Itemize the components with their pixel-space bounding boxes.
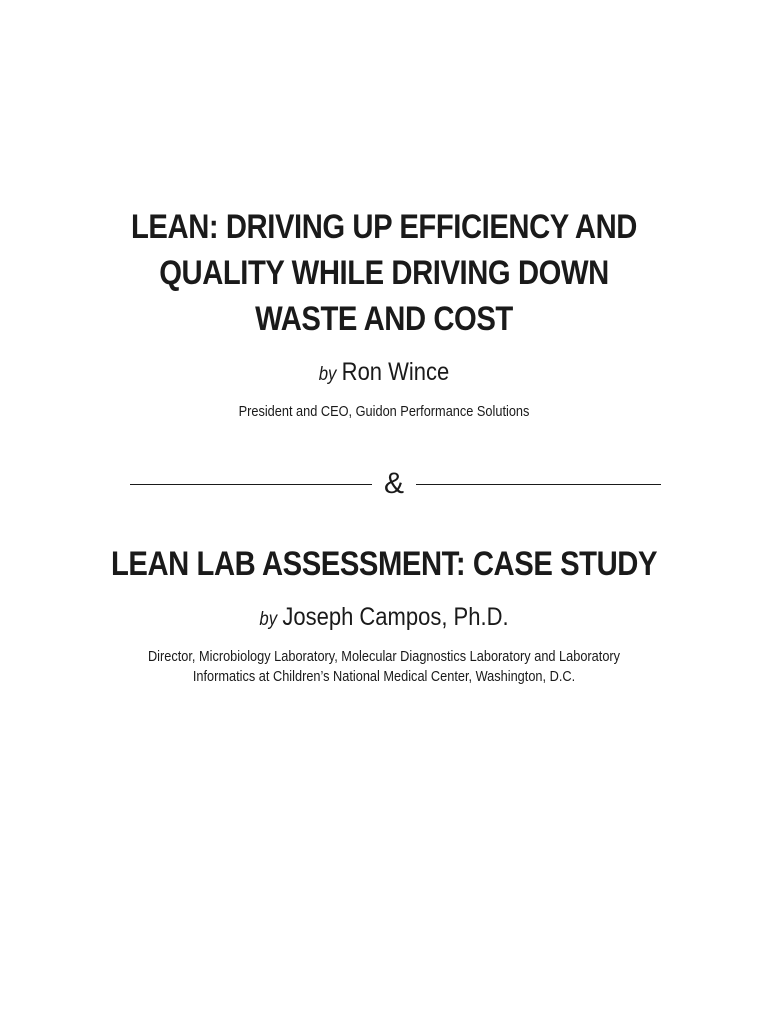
article-1-title: [54, 204, 714, 342]
article-1-affiliation: [46, 402, 722, 422]
article-1-author: Ron Wince: [341, 358, 450, 386]
article-1-affiliation-line: President and CEO, Guidon Performance Solutions: [238, 404, 530, 420]
article-2-byline: [46, 603, 722, 632]
divider-rule-left: [130, 484, 372, 485]
section-divider: [0, 466, 768, 502]
article-2-affiliation-line: Informatics at Children’s National Medical Center, Washington, D.C.: [192, 669, 576, 685]
article-1-title-line: LEAN: DRIVING UP EFFICIENCY AND: [130, 208, 638, 246]
by-label: by: [259, 609, 278, 630]
article-2-affiliation: [46, 647, 722, 687]
article-2-title-line: LEAN LAB ASSESSMENT: CASE STUDY: [110, 545, 658, 583]
article-2-author: Joseph Campos, Ph.D.: [282, 603, 509, 631]
article-1-byline: [46, 358, 722, 387]
divider-rule-right: [416, 484, 661, 485]
ampersand-separator: &: [383, 467, 404, 500]
article-2-title: [54, 541, 714, 587]
by-label: by: [318, 364, 337, 385]
article-1-title-line: QUALITY WHILE DRIVING DOWN: [159, 254, 609, 292]
article-1-title-line: WASTE AND COST: [255, 300, 513, 338]
article-2-affiliation-line: Director, Microbiology Laboratory, Molecular Diagnostics Laboratory and Laboratory: [147, 649, 621, 665]
